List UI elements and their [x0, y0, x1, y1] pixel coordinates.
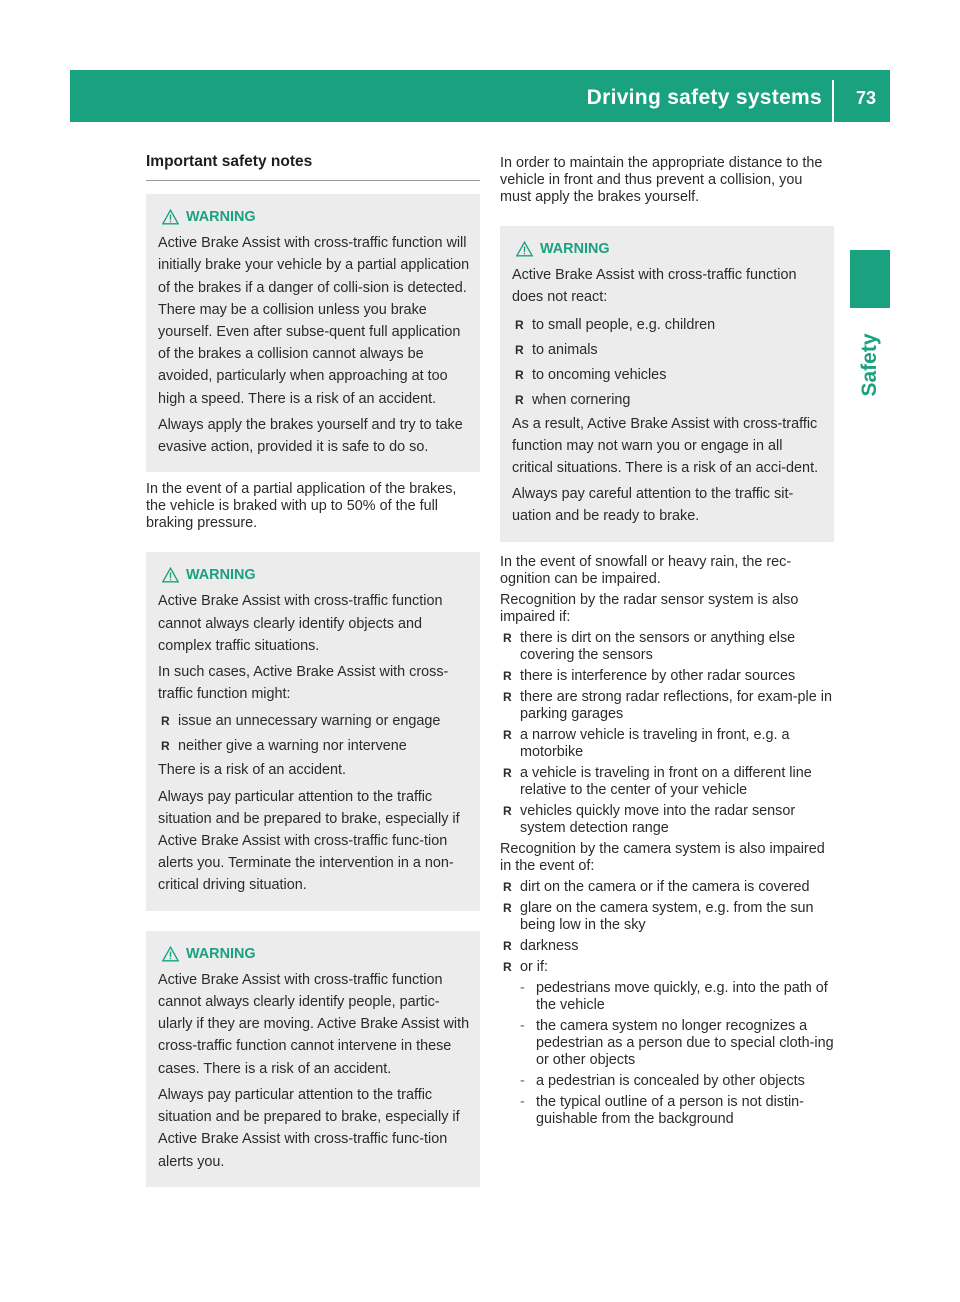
bullet-mark: R — [503, 879, 512, 894]
warning-label: WARNING — [540, 241, 610, 257]
bullet-mark: R — [503, 765, 512, 780]
list-item: R to oncoming vehicles — [512, 363, 826, 388]
warning-triangle-icon — [516, 241, 533, 257]
warning-box — [146, 194, 480, 472]
bullet-mark: R — [515, 367, 524, 382]
list-item: R a vehicle is traveling in front on a different line relative to the center of your vehicle — [503, 764, 812, 798]
sub-list-item: - pedestrians move quickly, e.g. into the path of the vehicle — [520, 979, 828, 1013]
warning-heading — [158, 943, 472, 965]
list-item: R or if: — [503, 958, 548, 975]
warning-label: WARNING — [186, 945, 256, 962]
warning-text: Always pay particular attention to the traffic situation and be prepared to brake, especially if Active Brake Assist with cross-traffic func-tion alerts you. Terminate the intervention in a non-critical driving situation. — [158, 788, 460, 894]
warning-text: Active Brake Assist with cross-traffic function cannot always clearly identify objects and complex traffic situations. — [158, 593, 443, 654]
warning-triangle-icon — [162, 567, 179, 583]
list-item: R issue an unnecessary warning or engage — [158, 709, 472, 734]
bullet-mark: R — [503, 959, 512, 974]
bullet-mark: R — [503, 727, 512, 742]
warning-text: Active Brake Assist with cross-traffic function does not react: — [512, 267, 797, 306]
bullet-mark: R — [161, 714, 170, 729]
section-title: Important safety notes — [146, 140, 480, 181]
body-paragraph: Recognition by the camera system is also impaired in the event of: — [500, 840, 825, 874]
dash-mark: - — [520, 1017, 525, 1034]
list-item: R dirt on the camera or if the camera is covered — [503, 878, 810, 895]
warning-box — [500, 226, 834, 542]
sub-list-item: - the typical outline of a person is not distin-guishable from the background — [520, 1093, 804, 1127]
warning-text: Active Brake Assist with cross-traffic function cannot always clearly identify people, partic-ularly if they are moving. Active Brake Assist with cross-traffic function cannot intervene in these cases. There is a risk of an accident. — [158, 971, 470, 1077]
warning-text: Active Brake Assist with cross-traffic function will initially brake your vehicle by a partial application of the brakes if a danger of colli-sion is detected. There may be a collision unless you brake yourself. Even after subse-quent full application of the brakes a collision cannot always be avoided, particularly when approaching at too high a speed. There is a risk of an accident. — [158, 235, 470, 407]
list-item: R darkness — [503, 937, 579, 954]
bullet-mark: R — [161, 739, 170, 754]
bullet-mark: R — [503, 900, 512, 915]
list-item: R there is interference by other radar sources — [503, 667, 796, 684]
warning-box — [146, 931, 480, 1187]
sub-list-item: - the camera system no longer recognizes a pedestrian as a person due to special cloth-ing or other objects — [520, 1017, 834, 1068]
sub-list-item: - a pedestrian is concealed by other objects — [520, 1072, 805, 1089]
list-item: R when cornering — [512, 388, 826, 413]
dash-mark: - — [520, 1093, 525, 1110]
bullet-mark: R — [515, 392, 524, 407]
warning-text: As a result, Active Brake Assist with cross-traffic function may not warn you or engage in all critical situations. There is a risk of an acci-dent. — [512, 415, 819, 477]
camera-impairment-list — [500, 879, 834, 976]
right-column — [500, 155, 834, 1132]
bullet-mark: R — [503, 938, 512, 953]
chapter-title: Driving safety systems — [586, 86, 822, 109]
warning-heading — [512, 238, 826, 260]
bullet-mark: R — [503, 668, 512, 683]
warning-text: In such cases, Active Brake Assist with cross-traffic function might: — [158, 664, 449, 703]
dash-mark: - — [520, 979, 525, 996]
warning-heading — [158, 564, 472, 586]
dash-mark: - — [520, 1072, 525, 1089]
side-tab — [848, 325, 892, 405]
list-item: R to small people, e.g. children — [512, 313, 826, 338]
body-paragraph: In the event of snowfall or heavy rain, the rec-ognition can be impaired. — [500, 553, 792, 587]
bullet-mark: R — [515, 342, 524, 357]
list-item: R vehicles quickly move into the radar sensor system detection range — [503, 802, 796, 836]
warning-text: Always pay particular attention to the traffic situation and be prepared to brake, especially if Active Brake Assist with cross-traffic func-tion alerts you. — [158, 1086, 460, 1170]
warning-triangle-icon — [162, 946, 179, 962]
warning-label: WARNING — [186, 209, 256, 225]
list-item: R to animals — [512, 338, 826, 363]
bullet-mark: R — [515, 317, 524, 332]
warning-bullet-list — [512, 313, 826, 413]
page-number: 73 — [855, 88, 876, 108]
header-divider — [832, 80, 834, 122]
warning-triangle-icon — [162, 209, 179, 225]
page-header-bar — [70, 70, 890, 122]
body-paragraph: In the event of a partial application of the brakes, the vehicle is braked with up to 50% of the full braking pressure. — [146, 481, 457, 532]
warning-text: Always apply the brakes yourself and try to take evasive action, provided it is safe to do so. — [158, 416, 463, 456]
sub-condition-list — [500, 980, 834, 1128]
left-column — [146, 140, 480, 1187]
bullet-mark: R — [503, 630, 512, 645]
list-item: R there are strong radar reflections, for exam-ple in parking garages — [503, 688, 832, 722]
list-item: R there is dirt on the sensors or anything else covering the sensors — [503, 629, 796, 663]
warning-heading — [158, 206, 472, 228]
body-paragraph: In order to maintain the appropriate distance to the vehicle in front and thus prevent a collision, you must apply the brakes yourself. — [500, 155, 823, 205]
list-item: R glare on the camera system, e.g. from the sun being low in the sky — [503, 899, 814, 933]
list-item: R neither give a warning nor intervene — [158, 734, 472, 759]
side-tab-label: Safety — [858, 333, 881, 397]
warning-bullet-list — [158, 709, 472, 759]
body-paragraph: Recognition by the radar sensor system is also impaired if: — [500, 591, 799, 625]
bullet-mark: R — [503, 803, 512, 818]
side-tab-marker — [850, 250, 890, 308]
radar-impairment-list — [500, 630, 834, 837]
warning-text: There is a risk of an accident. — [158, 762, 346, 779]
warning-text: Always pay careful attention to the traffic sit-uation and be ready to brake. — [512, 486, 794, 525]
list-item: R a narrow vehicle is traveling in front, e.g. a motorbike — [503, 726, 790, 760]
warning-box — [146, 552, 480, 910]
bullet-mark: R — [503, 689, 512, 704]
warning-label: WARNING — [186, 567, 256, 584]
